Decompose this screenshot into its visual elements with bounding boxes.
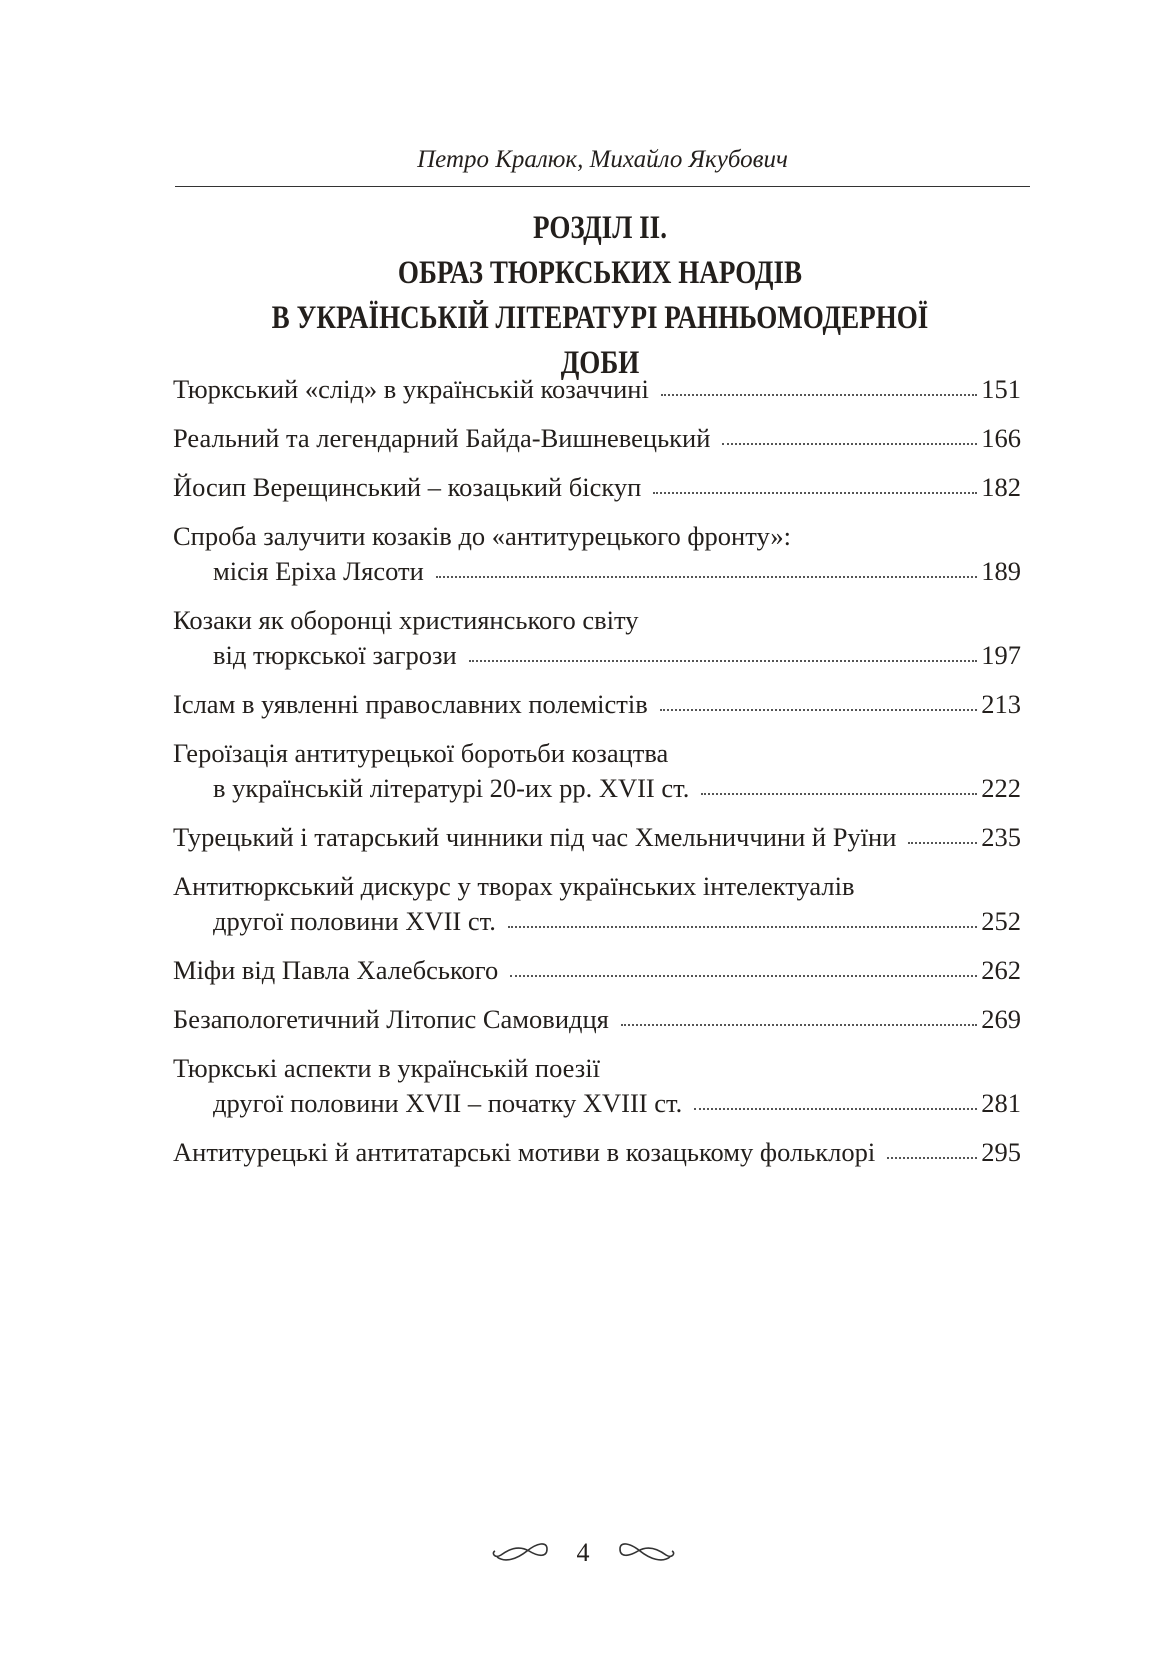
toc-page-number: 182 [981, 472, 1021, 502]
toc-entry-line [173, 519, 1021, 554]
toc-page-number: 295 [981, 1137, 1021, 1167]
toc-entry-title: Безапологетичний Літопис Самовидця [173, 1004, 609, 1034]
toc-entry-line [173, 904, 1021, 939]
toc-page-number: 269 [981, 1004, 1021, 1034]
toc-entry-line [173, 554, 1021, 589]
toc-entry[interactable] [173, 869, 1021, 939]
dot-leader [436, 576, 978, 578]
toc-page-number: 166 [981, 423, 1021, 453]
toc-entry-title: другої половини XVII ст. [213, 906, 496, 936]
toc-entry-line [173, 820, 1021, 855]
toc-entry-line [173, 953, 1021, 988]
toc-entry[interactable] [173, 736, 1021, 806]
toc-entry-line [173, 687, 1021, 722]
flourish-left-icon [489, 1539, 551, 1567]
toc-entry[interactable] [173, 519, 1021, 589]
toc-entry[interactable] [173, 953, 1021, 988]
toc-entry-title: Тюркські аспекти в українській поезії [173, 1053, 600, 1083]
toc-entry-title: Іслам в уявленні православних полемістів [173, 689, 648, 719]
toc-entry[interactable] [173, 1051, 1021, 1121]
toc-entry-title: Антитурецькі й антитатарські мотиви в козацькому фольклорі [173, 1137, 876, 1167]
toc-entry-title: від тюркської загрози [213, 640, 457, 670]
toc-entry-line [173, 603, 1021, 638]
toc-entry[interactable] [173, 421, 1021, 456]
dot-leader [660, 709, 978, 711]
toc-entry-line [173, 372, 1021, 407]
toc-entry-line [173, 1135, 1021, 1170]
dot-leader [510, 975, 977, 977]
running-head-authors: Петро Кралюк, Михайло Якубович [417, 146, 788, 173]
dot-leader [469, 660, 978, 662]
page-number: 4 [576, 1538, 590, 1567]
toc-entry[interactable] [173, 820, 1021, 855]
toc-page-number: 252 [981, 906, 1021, 936]
toc-page-number: 281 [981, 1088, 1021, 1118]
page-footer [0, 1538, 1166, 1568]
toc-entry[interactable] [173, 372, 1021, 407]
toc-entry-title: місія Еріха Лясоти [213, 556, 424, 586]
toc-entry-title: Йосип Верещинський – козацький біскуп [173, 472, 642, 502]
toc-entry[interactable] [173, 603, 1021, 673]
toc-page-number: 189 [981, 556, 1021, 586]
toc-entry-line [173, 1086, 1021, 1121]
toc-entry-line [173, 638, 1021, 673]
toc-entry[interactable] [173, 687, 1021, 722]
toc-page-number: 213 [981, 689, 1021, 719]
toc-entry-title: Тюркський «слід» в українській козаччині [173, 374, 649, 404]
toc-entry-title: в українській літературі 20-их рр. XVII ст. [213, 773, 690, 803]
toc-entry-line [173, 869, 1021, 904]
dot-leader [653, 492, 977, 494]
toc-entry-title: Турецький і татарський чинники під час Хмельниччини й Руїни [173, 822, 897, 852]
toc-entry-title: Реальний та легендарний Байда-Вишневецький [173, 423, 711, 453]
toc-entry-title: Антитюркський дискурс у творах українських інтелектуалів [173, 871, 855, 901]
dot-leader [908, 842, 977, 844]
dot-leader [887, 1157, 977, 1159]
toc-entry-title: Козаки як оборонці християнського світу [173, 605, 639, 635]
dot-leader [508, 926, 977, 928]
toc-entry-line [173, 470, 1021, 505]
toc-page-number: 262 [981, 955, 1021, 985]
toc-entry-title: Міфи від Павла Халебського [173, 955, 499, 985]
toc-entry-title: Героїзація антитурецької боротьби козацтва [173, 738, 669, 768]
chapter-title-line: В УКРАЇНСЬКІЙ ЛІТЕРАТУРІ РАННЬОМОДЕРНОЇ ДОБИ [271, 300, 929, 381]
toc-page-number: 235 [981, 822, 1021, 852]
toc-entry[interactable] [173, 1002, 1021, 1037]
toc-entry-line [173, 736, 1021, 771]
toc-entry-title: другої половини XVII – початку XVIII ст. [213, 1088, 683, 1118]
header-rule [175, 186, 1030, 187]
toc-entry-line [173, 771, 1021, 806]
toc-entry[interactable] [173, 1135, 1021, 1170]
flourish-right-icon [616, 1539, 678, 1567]
dot-leader [621, 1024, 977, 1026]
toc-entry-line [173, 1002, 1021, 1037]
toc-entry-line [173, 421, 1021, 456]
toc-page-number: 197 [981, 640, 1021, 670]
table-of-contents [173, 372, 1021, 1184]
chapter-title-line: ОБРАЗ ТЮРКСЬКИХ НАРОДІВ [397, 255, 803, 291]
chapter-title-line: РОЗДІЛ II. [533, 210, 667, 246]
toc-page-number: 151 [981, 374, 1021, 404]
dot-leader [694, 1108, 977, 1110]
toc-entry-line [173, 1051, 1021, 1086]
dot-leader [701, 793, 977, 795]
toc-entry[interactable] [173, 470, 1021, 505]
toc-page-number: 222 [981, 773, 1021, 803]
dot-leader [722, 443, 977, 445]
chapter-title [150, 206, 1050, 386]
toc-entry-title: Спроба залучити козаків до «антитурецького фронту»: [173, 521, 791, 551]
dot-leader [661, 394, 977, 396]
